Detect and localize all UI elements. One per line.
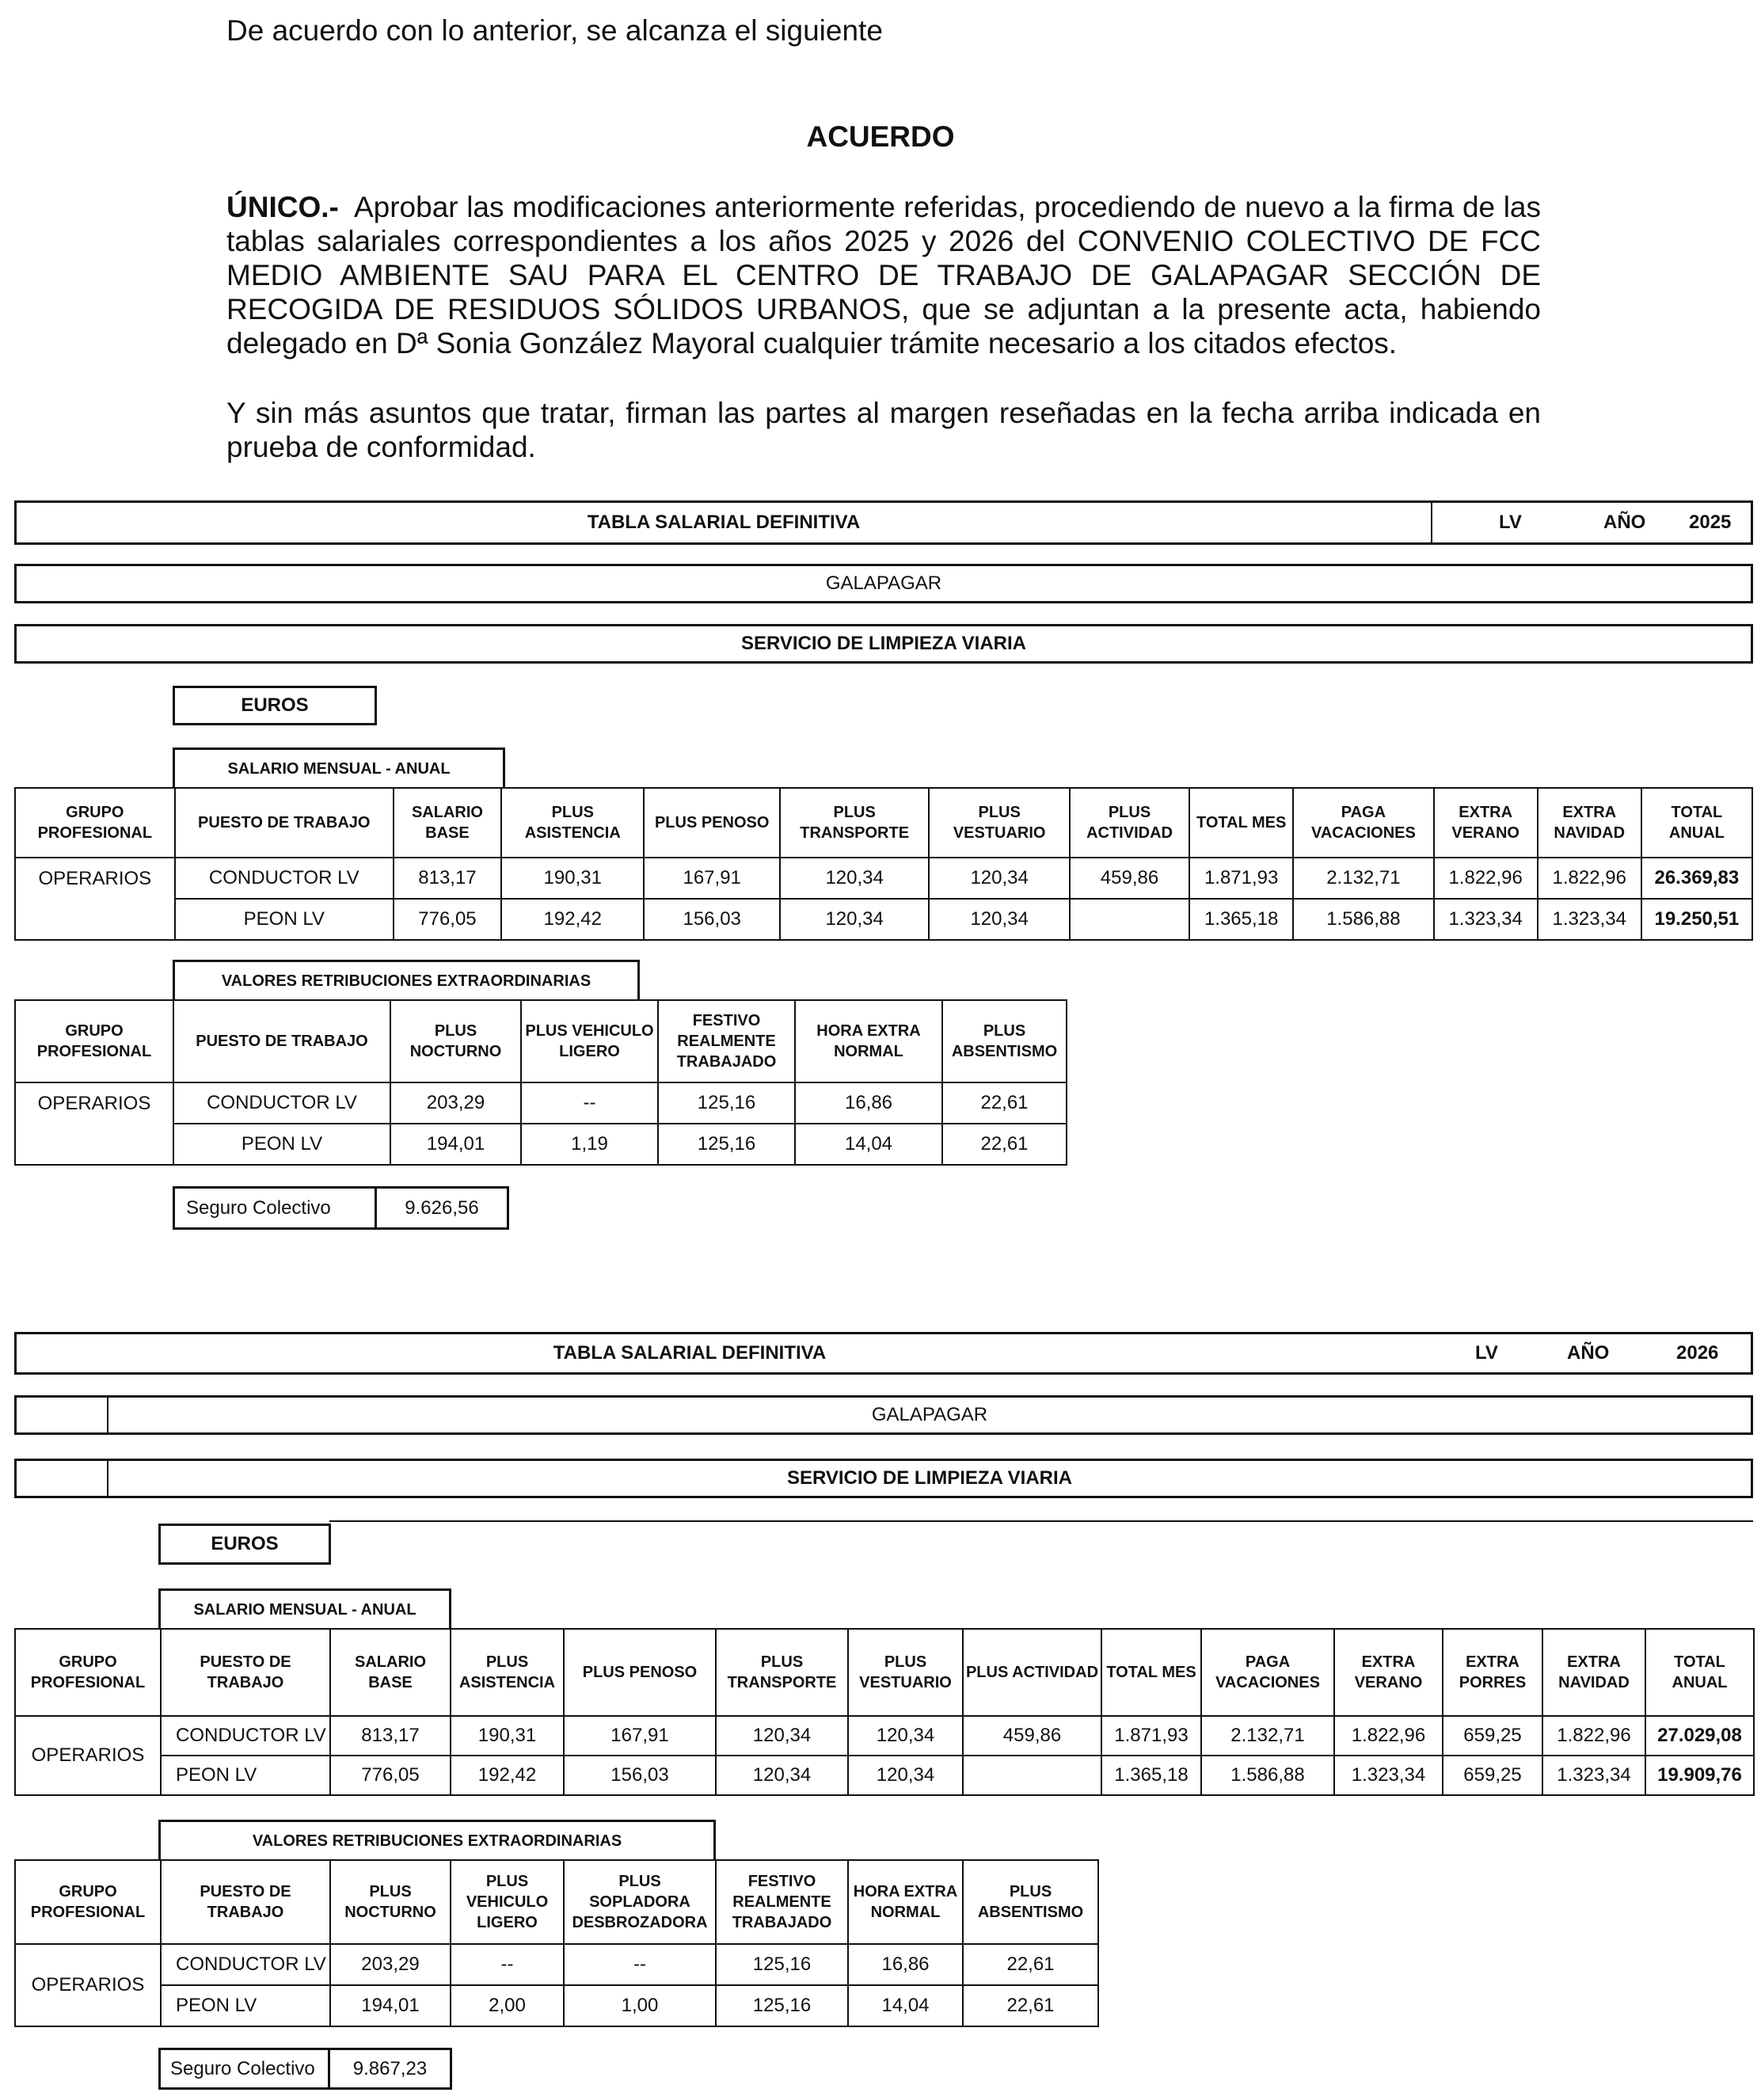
table-2026-year: 2026 bbox=[1676, 1342, 1719, 1364]
table-cell: 190,31 bbox=[501, 858, 644, 899]
table-cell: 120,34 bbox=[716, 1756, 848, 1795]
table-cell: CONDUCTOR LV bbox=[175, 858, 394, 899]
title-divider bbox=[1431, 503, 1432, 542]
header-plus-sopladora: PLUS SOPLADORA DESBROZADORA bbox=[564, 1860, 716, 1944]
group-cell: OPERARIOS bbox=[15, 1716, 161, 1795]
table-2025-lv: LV bbox=[1499, 512, 1522, 533]
table-2026-extra-section: VALORES RETRIBUCIONES EXTRAORDINARIAS bbox=[158, 1820, 716, 1861]
table-cell: 1.323,34 bbox=[1542, 1756, 1645, 1795]
unico-paragraph bbox=[226, 190, 1541, 360]
table-cell: 203,29 bbox=[390, 1082, 521, 1124]
insurance-label: Seguro Colectivo bbox=[174, 1188, 376, 1229]
table-cell: 813,17 bbox=[330, 1716, 451, 1756]
header-plus-vehiculo: PLUS VEHICULO LIGERO bbox=[521, 1000, 658, 1082]
table-cell: CONDUCTOR LV bbox=[173, 1082, 390, 1124]
header-plus-absentismo: PLUS ABSENTISMO bbox=[963, 1860, 1098, 1944]
header-puesto: PUESTO DE TRABAJO bbox=[175, 788, 394, 858]
table-cell: PEON LV bbox=[173, 1124, 390, 1165]
header-hora-extra: HORA EXTRA NORMAL bbox=[795, 1000, 942, 1082]
header-plus-vehiculo: PLUS VEHICULO LIGERO bbox=[451, 1860, 564, 1944]
header-plus-transporte: PLUS TRANSPORTE bbox=[716, 1629, 848, 1716]
header-puesto: PUESTO DE TRABAJO bbox=[161, 1860, 330, 1944]
table-cell: 120,34 bbox=[929, 899, 1069, 940]
header-salario-base: SALARIO BASE bbox=[394, 788, 501, 858]
header-plus-transporte: PLUS TRANSPORTE bbox=[780, 788, 930, 858]
table-cell: 120,34 bbox=[848, 1716, 963, 1756]
table-cell: 192,42 bbox=[451, 1756, 564, 1795]
header-plus-nocturno: PLUS NOCTURNO bbox=[330, 1860, 451, 1944]
header-plus-asistencia: PLUS ASISTENCIA bbox=[451, 1629, 564, 1716]
table-cell: 125,16 bbox=[658, 1124, 795, 1165]
header-salario-base: SALARIO BASE bbox=[330, 1629, 451, 1716]
total-anual-cell: 27.029,08 bbox=[1645, 1716, 1754, 1756]
table-cell: 125,16 bbox=[658, 1082, 795, 1124]
table-cell: 813,17 bbox=[394, 858, 501, 899]
table-cell: 1.365,18 bbox=[1189, 899, 1293, 940]
table-cell: 1.822,96 bbox=[1538, 858, 1641, 899]
table-2026-ano-label: AÑO bbox=[1567, 1342, 1610, 1364]
table-cell: 120,34 bbox=[929, 858, 1069, 899]
header-grupo: GRUPO PROFESIONAL bbox=[15, 1629, 161, 1716]
table-2026-salary bbox=[14, 1628, 1755, 1796]
table-cell: 1.586,88 bbox=[1201, 1756, 1334, 1795]
table-2025-currency: EUROS bbox=[173, 686, 377, 725]
header-total-mes: TOTAL MES bbox=[1101, 1629, 1201, 1716]
empty-cell bbox=[17, 1398, 108, 1432]
table-cell: 192,42 bbox=[501, 899, 644, 940]
unico-label: ÚNICO.- bbox=[226, 191, 339, 223]
header-grupo: GRUPO PROFESIONAL bbox=[15, 788, 175, 858]
table-cell: 1.822,96 bbox=[1542, 1716, 1645, 1756]
header-plus-absentismo: PLUS ABSENTISMO bbox=[942, 1000, 1067, 1082]
table-cell: 120,34 bbox=[716, 1716, 848, 1756]
table-cell: 194,01 bbox=[390, 1124, 521, 1165]
table-2025-year: 2025 bbox=[1689, 512, 1732, 533]
table-2025-insurance bbox=[173, 1186, 509, 1230]
insurance-value: 9.626,56 bbox=[376, 1188, 508, 1229]
table-cell: 22,61 bbox=[963, 1985, 1098, 2026]
table-cell: 156,03 bbox=[564, 1756, 716, 1795]
table-cell: 14,04 bbox=[848, 1985, 963, 2026]
header-extra-verano: EXTRA VERANO bbox=[1334, 1629, 1443, 1716]
table-cell: -- bbox=[564, 1944, 716, 1985]
header-plus-nocturno: PLUS NOCTURNO bbox=[390, 1000, 521, 1082]
header-grupo: GRUPO PROFESIONAL bbox=[15, 1000, 173, 1082]
header-grupo: GRUPO PROFESIONAL bbox=[15, 1860, 161, 1944]
table-2026-service: SERVICIO DE LIMPIEZA VIARIA bbox=[786, 1467, 1073, 1489]
header-paga-vacaciones: PAGA VACACIONES bbox=[1201, 1629, 1334, 1716]
table-cell: 120,34 bbox=[848, 1756, 963, 1795]
table-cell: 14,04 bbox=[795, 1124, 942, 1165]
table-cell: 16,86 bbox=[848, 1944, 963, 1985]
table-cell: 167,91 bbox=[564, 1716, 716, 1756]
header-festivo: FESTIVO REALMENTE TRABAJADO bbox=[716, 1860, 848, 1944]
table-2025-salary-section: SALARIO MENSUAL - ANUAL bbox=[173, 748, 505, 789]
table-cell: 1.323,34 bbox=[1334, 1756, 1443, 1795]
table-2025-extra-section: VALORES RETRIBUCIONES EXTRAORDINARIAS bbox=[173, 960, 640, 1001]
table-2026-title: TABLA SALARIAL DEFINITIVA bbox=[553, 1342, 827, 1364]
table-2025-salary bbox=[14, 787, 1753, 941]
table-cell: 125,16 bbox=[716, 1944, 848, 1985]
header-plus-vestuario: PLUS VESTUARIO bbox=[929, 788, 1069, 858]
table-2026-insurance bbox=[158, 2048, 452, 2090]
table-cell: 167,91 bbox=[644, 858, 779, 899]
header-extra-navidad: EXTRA NAVIDAD bbox=[1538, 788, 1641, 858]
table-cell: CONDUCTOR LV bbox=[161, 1716, 330, 1756]
empty-cell bbox=[17, 1461, 108, 1496]
header-hora-extra: HORA EXTRA NORMAL bbox=[848, 1860, 963, 1944]
table-cell: 1.323,34 bbox=[1434, 899, 1538, 940]
table-cell: 776,05 bbox=[330, 1756, 451, 1795]
table-cell: 1.323,34 bbox=[1538, 899, 1641, 940]
closing-paragraph: Y sin más asuntos que tratar, firman las partes al margen reseñadas en la fecha arriba indicada en prueba de conformidad. bbox=[226, 397, 1541, 463]
header-extra-porres: EXTRA PORRES bbox=[1443, 1629, 1542, 1716]
table-cell: PEON LV bbox=[161, 1756, 330, 1795]
header-paga-vacaciones: PAGA VACACIONES bbox=[1293, 788, 1433, 858]
insurance-label: Seguro Colectivo bbox=[160, 2049, 329, 2089]
table-cell: 1.822,96 bbox=[1434, 858, 1538, 899]
table-cell: 1.871,93 bbox=[1189, 858, 1293, 899]
table-cell bbox=[963, 1756, 1101, 1795]
table-cell: 1.586,88 bbox=[1293, 899, 1433, 940]
table-2025-extra bbox=[14, 999, 1067, 1166]
table-cell: 2,00 bbox=[451, 1985, 564, 2026]
header-puesto: PUESTO DE TRABAJO bbox=[161, 1629, 330, 1716]
table-cell: 776,05 bbox=[394, 899, 501, 940]
table-cell: 22,61 bbox=[963, 1944, 1098, 1985]
table-cell: 203,29 bbox=[330, 1944, 451, 1985]
header-plus-asistencia: PLUS ASISTENCIA bbox=[501, 788, 644, 858]
group-cell: OPERARIOS bbox=[15, 1944, 161, 2026]
table-cell: 194,01 bbox=[330, 1985, 451, 2026]
header-extra-verano: EXTRA VERANO bbox=[1434, 788, 1538, 858]
table-2025-service: SERVICIO DE LIMPIEZA VIARIA bbox=[14, 624, 1753, 664]
table-cell: 156,03 bbox=[644, 899, 779, 940]
table-cell: PEON LV bbox=[161, 1985, 330, 2026]
group-cell: OPERARIOS bbox=[15, 858, 175, 940]
table-cell: 125,16 bbox=[716, 1985, 848, 2026]
table-cell: 120,34 bbox=[780, 858, 930, 899]
rule-line bbox=[329, 1520, 1753, 1522]
table-cell: CONDUCTOR LV bbox=[161, 1944, 330, 1985]
table-2026-currency: EUROS bbox=[158, 1524, 331, 1565]
table-2026-location: GALAPAGAR bbox=[871, 1404, 988, 1425]
header-plus-actividad: PLUS ACTIVIDAD bbox=[1070, 788, 1189, 858]
header-total-anual: TOTAL ANUAL bbox=[1645, 1629, 1754, 1716]
acuerdo-heading: ACUERDO bbox=[806, 120, 955, 153]
header-plus-penoso: PLUS PENOSO bbox=[564, 1629, 716, 1716]
table-cell: 659,25 bbox=[1443, 1716, 1542, 1756]
table-2026-location-bar bbox=[14, 1395, 1753, 1435]
table-2026-title-bar bbox=[14, 1332, 1753, 1375]
total-anual-cell: 26.369,83 bbox=[1641, 858, 1752, 899]
table-cell: 1.822,96 bbox=[1334, 1716, 1443, 1756]
table-2025-location: GALAPAGAR bbox=[14, 564, 1753, 603]
header-plus-vestuario: PLUS VESTUARIO bbox=[848, 1629, 963, 1716]
table-cell: 659,25 bbox=[1443, 1756, 1542, 1795]
header-plus-penoso: PLUS PENOSO bbox=[644, 788, 779, 858]
table-cell: PEON LV bbox=[175, 899, 394, 940]
header-total-anual: TOTAL ANUAL bbox=[1641, 788, 1752, 858]
header-puesto: PUESTO DE TRABAJO bbox=[173, 1000, 390, 1082]
table-cell: 16,86 bbox=[795, 1082, 942, 1124]
table-cell: 459,86 bbox=[963, 1716, 1101, 1756]
table-cell: 22,61 bbox=[942, 1082, 1067, 1124]
table-cell: 1.365,18 bbox=[1101, 1756, 1201, 1795]
total-anual-cell: 19.250,51 bbox=[1641, 899, 1752, 940]
table-cell: 190,31 bbox=[451, 1716, 564, 1756]
table-2026-salary-section: SALARIO MENSUAL - ANUAL bbox=[158, 1588, 451, 1630]
table-2025-title: TABLA SALARIAL DEFINITIVA bbox=[587, 512, 861, 533]
table-2026-lv: LV bbox=[1475, 1342, 1498, 1364]
group-cell: OPERARIOS bbox=[15, 1082, 173, 1165]
insurance-value: 9.867,23 bbox=[329, 2049, 451, 2089]
unico-text: Aprobar las modificaciones anteriormente referidas, procediendo de nuevo a la firma de las tablas salariales correspondientes a los años 2025 y 2026 del CONVENIO COLECTIVO DE FCC MEDIO AMBIENTE SAU PARA EL CENTRO DE TRABAJO DE GALAPAGAR SECCIÓN DE RECOGIDA DE RESIDUOS SÓLIDOS URBANOS, que se adjuntan a la presente acta, habiendo delegado en Dª Sonia González Mayoral cualquier trámite necesario a los citados efectos. bbox=[226, 191, 1541, 360]
table-cell bbox=[1070, 899, 1189, 940]
header-total-mes: TOTAL MES bbox=[1189, 788, 1293, 858]
table-2026-extra bbox=[14, 1859, 1099, 2027]
total-anual-cell: 19.909,76 bbox=[1645, 1756, 1754, 1795]
table-2025-title-bar bbox=[14, 500, 1753, 545]
table-2026-service-bar bbox=[14, 1459, 1753, 1498]
table-2025-ano-label: AÑO bbox=[1603, 512, 1646, 533]
table-cell: 1,19 bbox=[521, 1124, 658, 1165]
header-festivo: FESTIVO REALMENTE TRABAJADO bbox=[658, 1000, 795, 1082]
table-cell: -- bbox=[521, 1082, 658, 1124]
header-plus-actividad: PLUS ACTIVIDAD bbox=[963, 1629, 1101, 1716]
table-cell: 1.871,93 bbox=[1101, 1716, 1201, 1756]
table-cell: 120,34 bbox=[780, 899, 930, 940]
intro-text: De acuerdo con lo anterior, se alcanza el siguiente bbox=[226, 14, 883, 47]
table-cell: 1,00 bbox=[564, 1985, 716, 2026]
table-cell: 22,61 bbox=[942, 1124, 1067, 1165]
header-extra-navidad: EXTRA NAVIDAD bbox=[1542, 1629, 1645, 1716]
table-cell: -- bbox=[451, 1944, 564, 1985]
table-cell: 459,86 bbox=[1070, 858, 1189, 899]
table-cell: 2.132,71 bbox=[1293, 858, 1433, 899]
table-cell: 2.132,71 bbox=[1201, 1716, 1334, 1756]
